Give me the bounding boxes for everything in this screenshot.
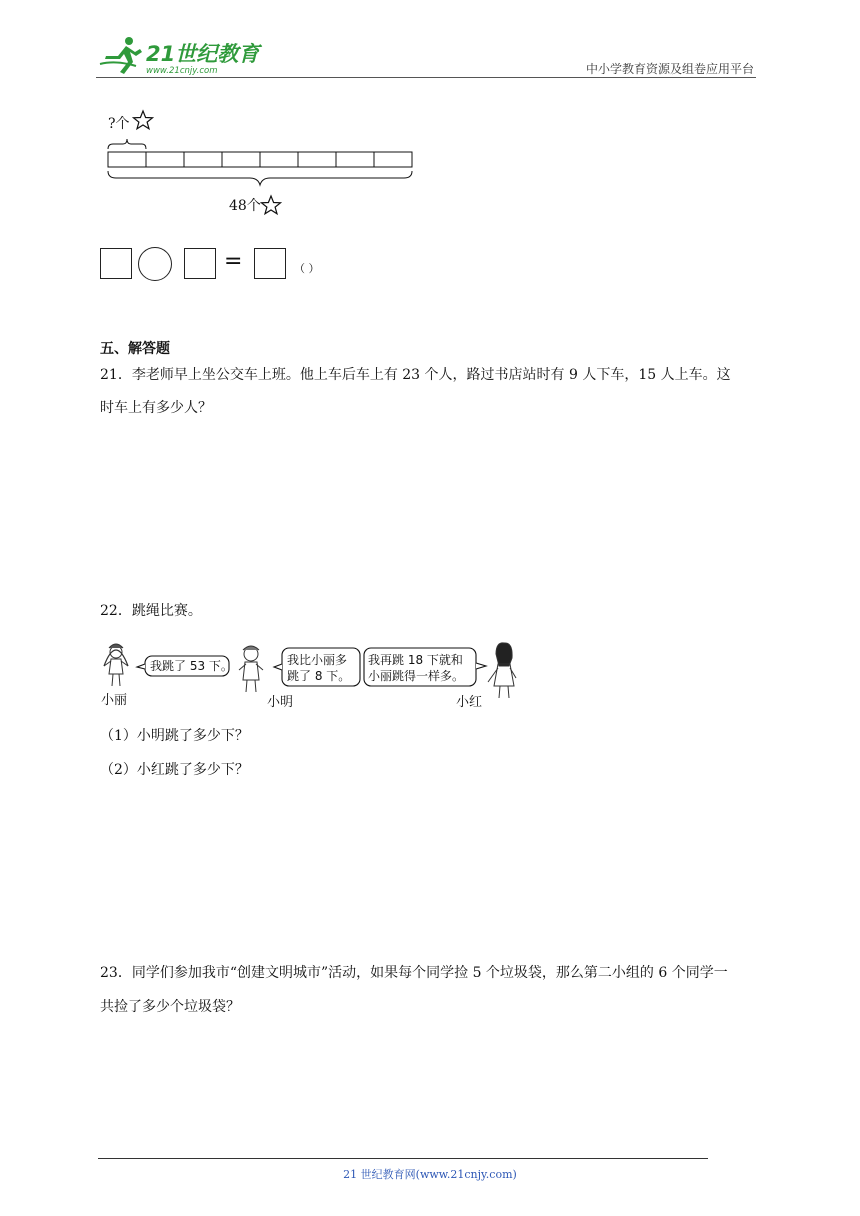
logo-url: www.21cnjy.com bbox=[146, 66, 218, 76]
runner-icon bbox=[100, 37, 142, 74]
bubble-xiaohong-line2: 小丽跳得一样多。 bbox=[368, 669, 465, 683]
site-logo bbox=[96, 34, 266, 78]
equals-sign: = bbox=[224, 249, 243, 274]
platform-name: 中小学教育资源及组卷应用平台 bbox=[585, 62, 754, 76]
bubble-xiaohong bbox=[364, 648, 486, 686]
xiaoming-figure-icon bbox=[239, 646, 263, 692]
q23-line2: 共捡了多少个垃圾袋？ bbox=[100, 999, 240, 1015]
top-brace bbox=[108, 139, 146, 149]
header-divider bbox=[96, 77, 756, 78]
bar-diagram bbox=[100, 106, 430, 226]
bubble-xiaoming bbox=[274, 648, 360, 686]
xiaoli-figure-icon bbox=[104, 644, 128, 686]
q21-line2: 时车上有多少人？ bbox=[100, 400, 212, 416]
bubble-xiaoming-line2: 跳了 8 下。 bbox=[287, 669, 351, 683]
bottom-brace bbox=[108, 171, 412, 185]
segment-bar bbox=[108, 152, 412, 167]
q22-title: 22．跳绳比赛。 bbox=[100, 603, 202, 619]
bottom-label: 48个 bbox=[229, 198, 261, 214]
jump-rope-illustration bbox=[96, 636, 526, 712]
top-star-icon bbox=[134, 111, 153, 129]
bubble-xiaoli-text: 我跳了 53 下。 bbox=[150, 659, 233, 673]
q23-line1: 23．同学们参加我市“创建文明城市”活动，如果每个同学捡 5 个垃圾袋，那么第二小组的 6 个同学一 bbox=[100, 965, 728, 981]
xiaohong-figure-icon bbox=[488, 643, 516, 698]
bubble-xiaoli bbox=[137, 656, 233, 676]
answer-box-result[interactable] bbox=[254, 248, 286, 279]
bottom-star-icon bbox=[262, 196, 281, 214]
name-xiaoli: 小丽 bbox=[101, 693, 128, 708]
unit-parentheses[interactable]: （ ） bbox=[294, 262, 320, 275]
bubble-xiaohong-line1: 我再跳 18 下就和 bbox=[368, 653, 463, 667]
section-title: 五、解答题 bbox=[100, 341, 170, 357]
q22-sub2: （2）小红跳了多少下？ bbox=[100, 762, 249, 778]
q21-line1: 21．李老师早上坐公交车上班。他上车后车上有 23 个人，路过书店站时有 9 人下车，15 人上车。这 bbox=[100, 367, 731, 383]
bubble-xiaoming-line1: 我比小丽多 bbox=[287, 653, 348, 667]
footer-divider bbox=[98, 1158, 708, 1159]
footer-text[interactable]: 21 世纪教育网(www.21cnjy.com) bbox=[343, 1168, 517, 1181]
answer-box-2[interactable] bbox=[184, 248, 216, 279]
name-xiaoming: 小明 bbox=[267, 695, 294, 710]
operator-circle[interactable] bbox=[138, 247, 172, 281]
answer-box-1[interactable] bbox=[100, 248, 132, 279]
top-label: ?个 bbox=[108, 116, 130, 132]
logo-text: 21世纪教育 bbox=[146, 42, 260, 66]
name-xiaohong: 小红 bbox=[456, 695, 483, 710]
q22-sub1: （1）小明跳了多少下？ bbox=[100, 728, 249, 744]
